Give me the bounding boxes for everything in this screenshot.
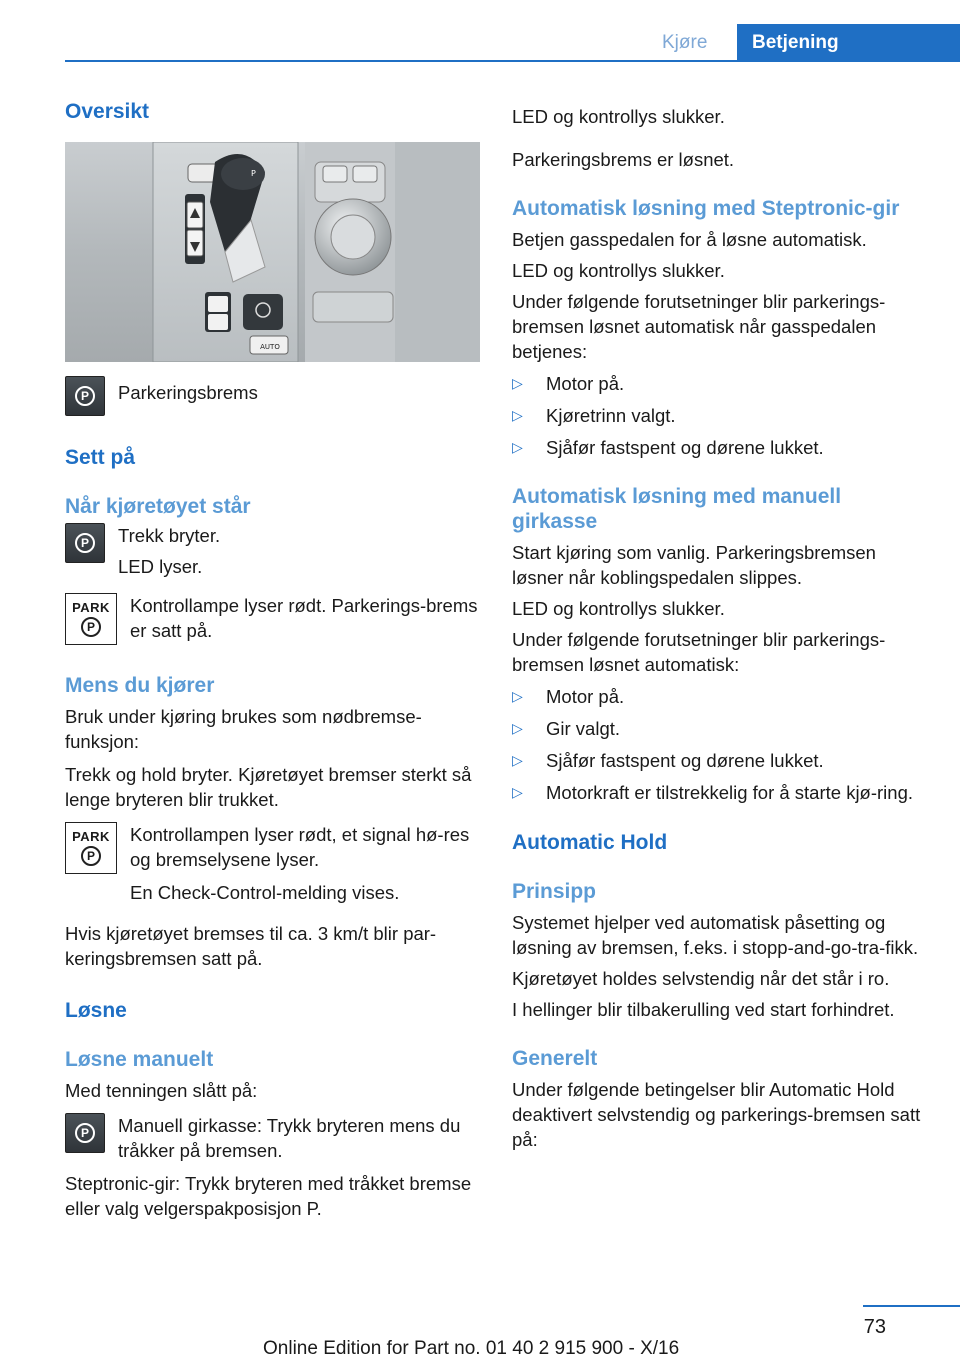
heading-oversikt: Oversikt [65, 100, 150, 123]
body-text: Parkeringsbrems er løsnet. [512, 149, 735, 170]
lamp-text: En Check-Control-melding vises. [130, 882, 400, 903]
body-text: Under følgende forutsetninger blir parkerings-bremsen løsnet automatisk: [512, 629, 886, 675]
body-text: Under følgende betingelser blir Automatic Hold deaktivert selvstendig og parkerings-bremsen satt på: [512, 1079, 921, 1150]
list-item: ▷ Motorkraft er tilstrekkelig for å starte kjø-ring. [512, 782, 914, 803]
heading-sett-pa: Sett på [65, 446, 136, 469]
heading-losne-manuelt: Løsne manuelt [65, 1048, 214, 1071]
selector-p-label: P [251, 169, 256, 178]
edition-text: Online Edition for Part no. 01 40 2 915 900 - X/16 [263, 1338, 680, 1359]
console-photo [65, 142, 480, 362]
manual-release-row [65, 1113, 483, 1163]
list-item: ▷ Sjåfør fastspent og dørene lukket. [512, 437, 824, 458]
heading-automatic-hold: Automatic Hold [512, 831, 668, 854]
body-text: LED og kontrollys slukker. [512, 106, 725, 127]
heading-nar-staar: Når kjøretøyet står [65, 495, 251, 518]
body-text: Steptronic-gir: Trykk bryteren med tråkket bremse eller valg velgerspakposisjon P. [65, 1173, 472, 1219]
chapter-label[interactable]: Kjøre [662, 32, 708, 53]
body-text: Betjen gasspedalen for å løsne automatisk. [512, 229, 867, 250]
parkingbrake-legend [65, 376, 483, 416]
lamp-row [65, 593, 483, 645]
list-item: ▷ Motor på. [512, 686, 625, 707]
body-text: Under følgende forutsetninger blir parkerings-bremsen løsnet automatisk når gasspedalen betjenes: [512, 291, 886, 362]
list-item: ▷ Sjåfør fastspent og dørene lukket. [512, 750, 824, 771]
park-warning-lamp-icon: PARK P [65, 593, 117, 645]
instruction-text: Trekk bryter. [118, 525, 221, 546]
legend-text: Parkeringsbrems [118, 382, 258, 403]
body-text: Hvis kjøretøyet bremses til ca. 3 km/t blir par-keringsbremsen satt på. [65, 923, 437, 969]
heading-auto-manuell: Automatisk løsning med manuell girkasse [512, 485, 842, 533]
left-column [65, 100, 483, 1221]
auto-hold-button-label: AUTO [260, 343, 280, 351]
body-text: Start kjøring som vanlig. Parkeringsbremsen løsner når koblingspedalen slippes. [512, 542, 876, 588]
right-column [512, 100, 932, 1152]
body-text: LED og kontrollys slukker. [512, 598, 725, 619]
body-text: Kjøretøyet holdes selvstendig når det står i ro. [512, 968, 890, 989]
body-text: LED og kontrollys slukker. [512, 260, 725, 281]
section-tab[interactable]: Betjening [737, 24, 960, 62]
instruction-text: Manuell girkasse: Trykk bryteren mens du tråkker på bremsen. [118, 1115, 461, 1161]
footer-rule [863, 1305, 960, 1307]
body-text: Bruk under kjøring brukes som nødbremse-funksjon: [65, 706, 422, 752]
parking-brake-button-icon: P [65, 523, 105, 563]
pull-switch-row [65, 523, 483, 579]
list-item: ▷ Kjøretrinn valgt. [512, 405, 676, 426]
park-warning-lamp-icon: PARK P [65, 822, 117, 874]
console-illustration [65, 142, 480, 362]
body-text: Med tenningen slått på: [65, 1080, 258, 1101]
heading-prinsipp: Prinsipp [512, 880, 597, 903]
parking-brake-button-icon: P [65, 376, 105, 416]
header-rule [65, 60, 960, 62]
body-text: Trekk og hold bryter. Kjøretøyet bremser sterkt så lenge bryteren blir trukket. [65, 764, 472, 810]
parking-brake-button-icon: P [65, 1113, 105, 1153]
list-item: ▷ Motor på. [512, 373, 625, 394]
condition-list-1 [512, 371, 932, 460]
heading-generelt: Generelt [512, 1047, 598, 1070]
list-item: ▷ Gir valgt. [512, 718, 621, 739]
heading-auto-steptronic: Automatisk løsning med Steptronic-gir [512, 197, 900, 220]
condition-list-2 [512, 684, 932, 805]
body-text: I hellinger blir tilbakerulling ved start forhindret. [512, 999, 895, 1020]
page-number: 73 [863, 1316, 886, 1338]
lamp-text: Kontrollampe lyser rødt. Parkerings-brems er satt på. [130, 595, 478, 641]
lamp-row-2 [65, 822, 483, 905]
heading-losne: Løsne [65, 999, 127, 1022]
lamp-text: Kontrollampen lyser rødt, et signal hø-res og bremselysene lyser. [130, 824, 470, 870]
heading-mens-du-kjorer: Mens du kjører [65, 674, 215, 697]
body-text: Systemet hjelper ved automatisk påsetting og løsning av bremsen, f.eks. i stopp-and-go-tra-fikk. [512, 912, 919, 958]
instruction-text: LED lyser. [118, 556, 203, 577]
